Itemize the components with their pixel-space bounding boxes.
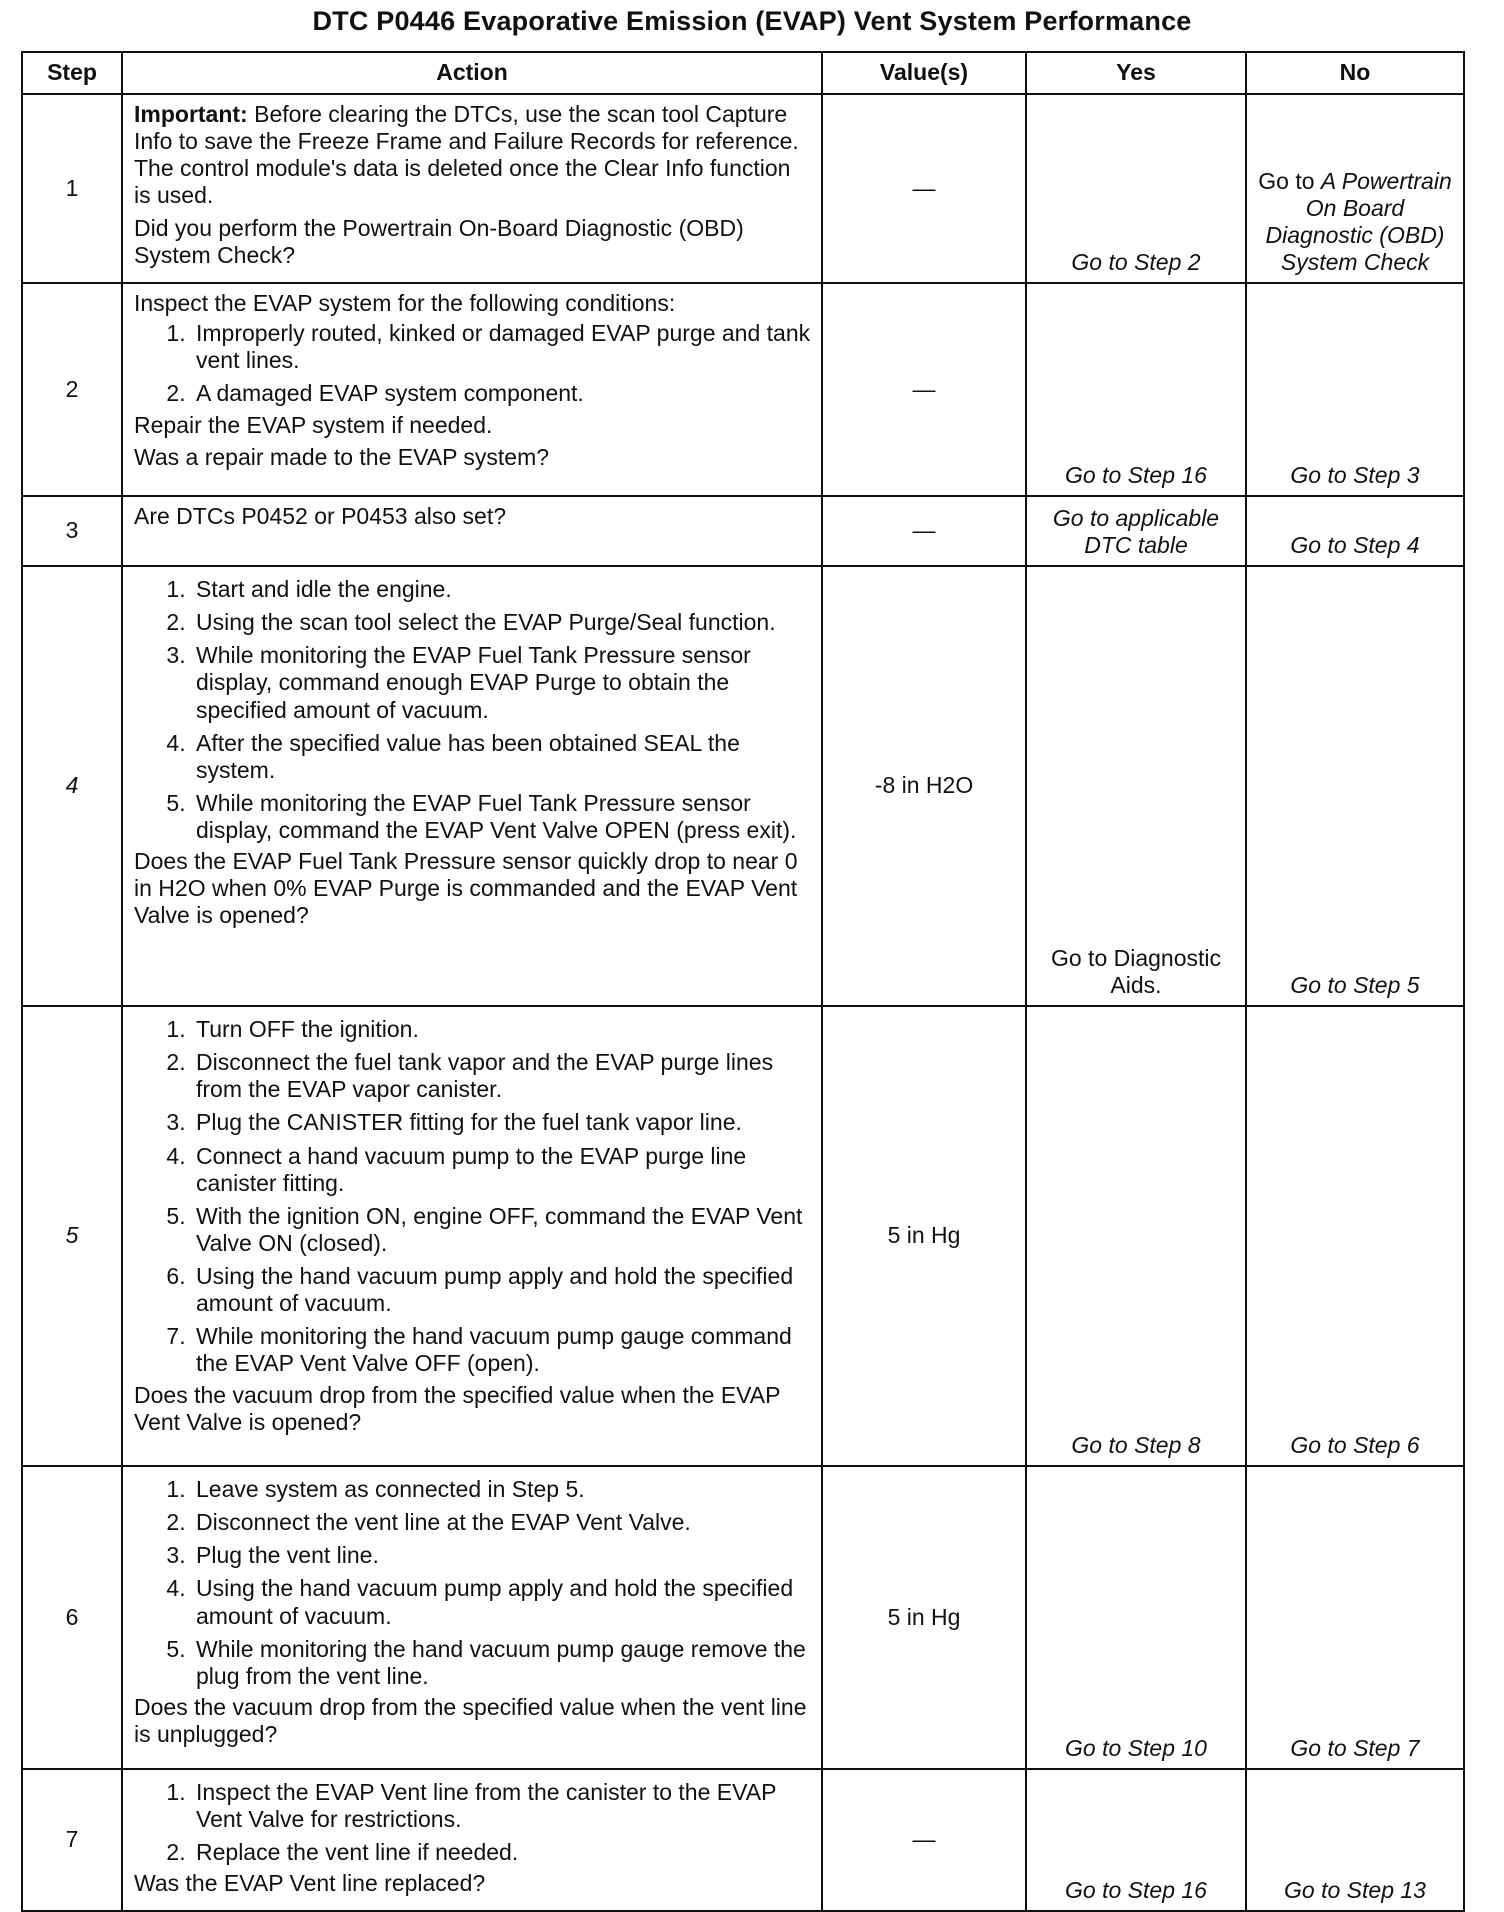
table-row-step-4	[22, 566, 1464, 1006]
action-cell	[122, 1769, 822, 1911]
important-note	[134, 101, 813, 210]
yes-cell[interactable]: Go to Step 8	[1026, 1006, 1246, 1466]
action-list	[134, 576, 813, 844]
list-item: 3. While monitoring the EVAP Fuel Tank Pressure sensor display, command enough EVAP Purge to obtain the specified amount of vacuum.	[192, 642, 813, 723]
list-item: 2. Replace the vent line if needed.	[192, 1839, 813, 1866]
action-cell	[122, 496, 822, 566]
list-item: 1. Turn OFF the ignition.	[192, 1016, 813, 1043]
action-list	[134, 320, 813, 407]
table-row-step-5	[22, 1006, 1464, 1466]
list-item: 1. Start and idle the engine.	[192, 576, 813, 603]
no-cell	[1246, 94, 1464, 283]
value-cell: —	[822, 283, 1026, 496]
list-item: 4. After the specified value has been obtained SEAL the system.	[192, 730, 813, 784]
no-cell[interactable]: Go to Step 6	[1246, 1006, 1464, 1466]
list-item: 2. A damaged EVAP system component.	[192, 380, 813, 407]
table-row-step-1	[22, 94, 1464, 283]
action-question: Does the vacuum drop from the specified value when the vent line is unplugged?	[134, 1693, 807, 1747]
table-row-step-3	[22, 496, 1464, 566]
list-item: 7. While monitoring the hand vacuum pump gauge command the EVAP Vent Valve OFF (open).	[192, 1323, 813, 1377]
list-item: 2. Disconnect the fuel tank vapor and the EVAP purge lines from the EVAP vapor canister.	[192, 1049, 813, 1103]
yes-cell[interactable]: Go to Step 16	[1026, 283, 1246, 496]
no-cell[interactable]: Go to Step 7	[1246, 1466, 1464, 1769]
value-cell: —	[822, 1769, 1026, 1911]
step-number: 5	[22, 1006, 122, 1466]
action-question: Was the EVAP Vent line replaced?	[134, 1870, 486, 1897]
list-item: 1. Improperly routed, kinked or damaged EVAP purge and tank vent lines.	[192, 320, 813, 374]
no-cell[interactable]: Go to Step 4	[1246, 496, 1464, 566]
list-item: 3. Plug the CANISTER fitting for the fuel tank vapor line.	[192, 1109, 813, 1136]
diagnostic-table	[21, 51, 1465, 1912]
no-prefix: Go to	[1258, 167, 1321, 194]
value-cell: 5 in Hg	[822, 1466, 1026, 1769]
yes-cell[interactable]: Go to Diagnostic Aids.	[1026, 566, 1246, 1006]
value-cell: -8 in H2O	[822, 566, 1026, 1006]
action-cell	[122, 1006, 822, 1466]
action-question: Did you perform the Powertrain On-Board Diagnostic (OBD) System Check?	[134, 214, 744, 268]
table-row-step-6	[22, 1466, 1464, 1769]
step-number: 6	[22, 1466, 122, 1769]
no-cell[interactable]: Go to Step 3	[1246, 283, 1464, 496]
list-item: 2. Using the scan tool select the EVAP Purge/Seal function.	[192, 609, 813, 636]
list-item: 1. Leave system as connected in Step 5.	[192, 1476, 813, 1503]
yes-cell: Go to Step 2	[1026, 94, 1246, 283]
list-item: 5. With the ignition ON, engine OFF, command the EVAP Vent Valve ON (closed).	[192, 1203, 813, 1257]
action-cell	[122, 94, 822, 283]
list-item: 5. While monitoring the EVAP Fuel Tank Pressure sensor display, command the EVAP Vent Valve OPEN (press exit).	[192, 790, 813, 844]
step-number: 2	[22, 283, 122, 496]
value-cell: —	[822, 496, 1026, 566]
list-item: 4. Using the hand vacuum pump apply and hold the specified amount of vacuum.	[192, 1575, 813, 1629]
step-number: 3	[22, 496, 122, 566]
list-item: 2. Disconnect the vent line at the EVAP Vent Valve.	[192, 1509, 813, 1536]
action-list	[134, 1016, 813, 1378]
table-row-step-2	[22, 283, 1464, 496]
important-label: Important:	[134, 101, 248, 127]
yes-cell[interactable]: Go to applicable DTC table	[1026, 496, 1246, 566]
header-row	[22, 52, 1464, 94]
step-number: 1	[22, 94, 122, 283]
action-question: Was a repair made to the EVAP system?	[134, 443, 550, 470]
action-question: Are DTCs P0452 or P0453 also set?	[134, 503, 507, 529]
list-item: 4. Connect a hand vacuum pump to the EVAP purge line canister fitting.	[192, 1143, 813, 1197]
action-question: Does the vacuum drop from the specified value when the EVAP Vent Valve is opened?	[134, 1381, 781, 1435]
yes-cell[interactable]: Go to Step 10	[1026, 1466, 1246, 1769]
action-list	[134, 1476, 813, 1690]
no-cell[interactable]: Go to Step 13	[1246, 1769, 1464, 1911]
step-number: 4	[22, 566, 122, 1006]
table-row-step-7	[22, 1769, 1464, 1911]
action-list	[134, 1779, 813, 1866]
action-question: Does the EVAP Fuel Tank Pressure sensor quickly drop to near 0 in H2O when 0% EVAP Purge is commanded and the EVAP Vent Valve is opened?	[134, 848, 798, 929]
no-link[interactable]: A Powertrain On Board Diagnostic (OBD) System Check	[1265, 167, 1452, 275]
action-cell	[122, 1466, 822, 1769]
header-no: No	[1246, 52, 1464, 94]
action-note: Repair the EVAP system if needed.	[134, 411, 493, 438]
step-number: 7	[22, 1769, 122, 1911]
header-step: Step	[22, 52, 122, 94]
yes-cell[interactable]: Go to Step 16	[1026, 1769, 1246, 1911]
important-text: Before clearing the DTCs, use the scan tool Capture Info to save the Freeze Frame and Failure Records for reference. The control module's data is deleted once the Clear Info function is used.	[134, 101, 799, 209]
action-intro: Inspect the EVAP system for the following conditions:	[134, 290, 676, 316]
page-title: DTC P0446 Evaporative Emission (EVAP) Vent System Performance	[312, 6, 1192, 36]
header-action: Action	[122, 52, 822, 94]
list-item: 3. Plug the vent line.	[192, 1542, 813, 1569]
action-cell	[122, 566, 822, 1006]
value-cell: 5 in Hg	[822, 1006, 1026, 1466]
header-values: Value(s)	[822, 52, 1026, 94]
list-item: 6. Using the hand vacuum pump apply and hold the specified amount of vacuum.	[192, 1263, 813, 1317]
header-yes: Yes	[1026, 52, 1246, 94]
action-cell	[122, 283, 822, 496]
list-item: 1. Inspect the EVAP Vent line from the canister to the EVAP Vent Valve for restrictions.	[192, 1779, 813, 1833]
no-cell[interactable]: Go to Step 5	[1246, 566, 1464, 1006]
list-item: 5. While monitoring the hand vacuum pump gauge remove the plug from the vent line.	[192, 1636, 813, 1690]
value-cell: —	[822, 94, 1026, 283]
